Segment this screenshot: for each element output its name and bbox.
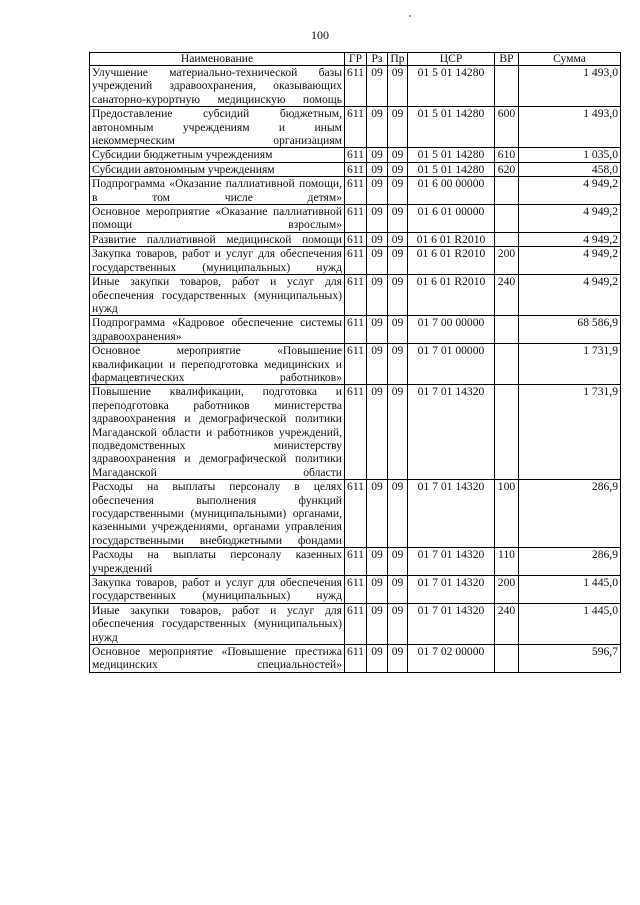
cell-csr: 01 7 01 14320 <box>408 385 495 480</box>
cell-name: Основное мероприятие «Повышение квалификации и переподготовка медицинских и фармацевтических работников» <box>90 344 345 385</box>
cell-sum: 1 445,0 <box>519 603 621 644</box>
cell-vr: 600 <box>495 107 519 148</box>
cell-pr: 09 <box>388 576 408 604</box>
cell-name: Субсидии бюджетным учреждениям <box>90 148 345 162</box>
table-header-row <box>90 53 621 66</box>
cell-rz: 09 <box>367 385 388 480</box>
cell-gr: 611 <box>345 232 367 246</box>
cell-sum: 1 731,9 <box>519 344 621 385</box>
cell-name: Закупка товаров, работ и услуг для обеспечения государственных (муниципальных) нужд <box>90 576 345 604</box>
table-row <box>90 344 621 385</box>
cell-csr: 01 7 01 14320 <box>408 603 495 644</box>
table-body <box>90 66 621 673</box>
page-number: 100 <box>311 28 329 42</box>
cell-sum: 1 731,9 <box>519 385 621 480</box>
cell-gr: 611 <box>345 603 367 644</box>
cell-name: Подпрограмма «Кадровое обеспечение системы здравоохранения» <box>90 316 345 344</box>
table-row <box>90 232 621 246</box>
cell-gr: 611 <box>345 247 367 275</box>
cell-sum: 4 949,2 <box>519 232 621 246</box>
cell-vr: 110 <box>495 548 519 576</box>
cell-csr: 01 5 01 14280 <box>408 148 495 162</box>
cell-pr: 09 <box>388 316 408 344</box>
budget-table <box>89 52 621 673</box>
cell-pr: 09 <box>388 162 408 176</box>
cell-vr: 620 <box>495 162 519 176</box>
cell-pr: 09 <box>388 480 408 548</box>
cell-name: Иные закупки товаров, работ и услуг для обеспечения государственных (муниципальных) нужд <box>90 603 345 644</box>
cell-csr: 01 7 02 00000 <box>408 645 495 673</box>
cell-csr: 01 5 01 14280 <box>408 66 495 107</box>
cell-pr: 09 <box>388 177 408 205</box>
table-row <box>90 645 621 673</box>
cell-csr: 01 7 01 14320 <box>408 480 495 548</box>
cell-name: Улучшение материально-технической базы учреждений здравоохранения, оказывающих санаторно-курортную медицинскую помощь <box>90 66 345 107</box>
cell-csr: 01 6 01 00000 <box>408 205 495 233</box>
cell-pr: 09 <box>388 385 408 480</box>
cell-vr <box>495 232 519 246</box>
cell-vr: 240 <box>495 603 519 644</box>
cell-name: Иные закупки товаров, работ и услуг для обеспечения государственных (муниципальных) нужд <box>90 275 345 316</box>
cell-csr: 01 6 00 00000 <box>408 177 495 205</box>
table-row <box>90 316 621 344</box>
cell-rz: 09 <box>367 576 388 604</box>
cell-vr <box>495 177 519 205</box>
cell-name: Предоставление субсидий бюджетным, автономным учреждениям и иным некоммерческим организациям <box>90 107 345 148</box>
cell-gr: 611 <box>345 275 367 316</box>
cell-pr: 09 <box>388 548 408 576</box>
cell-csr: 01 7 01 14320 <box>408 548 495 576</box>
cell-pr: 09 <box>388 344 408 385</box>
cell-name: Основное мероприятие «Повышение престижа медицинских специальностей» <box>90 645 345 673</box>
header-name: Наименование <box>90 53 345 66</box>
cell-pr: 09 <box>388 107 408 148</box>
cell-sum: 68 586,9 <box>519 316 621 344</box>
cell-name: Расходы на выплаты персоналу казенных учреждений <box>90 548 345 576</box>
cell-name: Расходы на выплаты персоналу в целях обеспечения выполнения функций государственными (муниципальными) органами, казенными учреждениями, органами управления государственными внебюджетными фондами <box>90 480 345 548</box>
cell-sum: 1 493,0 <box>519 107 621 148</box>
table-row <box>90 148 621 162</box>
cell-vr <box>495 66 519 107</box>
cell-csr: 01 5 01 14280 <box>408 107 495 148</box>
cell-name: Повышение квалификации, подготовка и переподготовка работников министерства здравоохранения и демографической политики Магаданской области и работников учреждений, подведомственных министерству здравоохранения и демографической политики Магаданской области <box>90 385 345 480</box>
cell-vr <box>495 316 519 344</box>
cell-rz: 09 <box>367 205 388 233</box>
cell-sum: 4 949,2 <box>519 205 621 233</box>
table-row <box>90 162 621 176</box>
cell-pr: 09 <box>388 66 408 107</box>
cell-pr: 09 <box>388 603 408 644</box>
cell-rz: 09 <box>367 480 388 548</box>
cell-csr: 01 7 00 00000 <box>408 316 495 344</box>
cell-name: Подпрограмма «Оказание паллиативной помощи, в том числе детям» <box>90 177 345 205</box>
cell-sum: 1 493,0 <box>519 66 621 107</box>
table-row <box>90 107 621 148</box>
cell-gr: 611 <box>345 205 367 233</box>
cell-rz: 09 <box>367 107 388 148</box>
cell-gr: 611 <box>345 576 367 604</box>
scan-speck <box>409 15 411 17</box>
header-pr: Пр <box>388 53 408 66</box>
table-row <box>90 576 621 604</box>
cell-gr: 611 <box>345 548 367 576</box>
cell-csr: 01 6 01 R2010 <box>408 232 495 246</box>
cell-sum: 4 949,2 <box>519 275 621 316</box>
header-rz: Рз <box>367 53 388 66</box>
cell-pr: 09 <box>388 232 408 246</box>
cell-rz: 09 <box>367 603 388 644</box>
cell-vr <box>495 344 519 385</box>
cell-gr: 611 <box>345 316 367 344</box>
table-row <box>90 275 621 316</box>
cell-gr: 611 <box>345 107 367 148</box>
cell-rz: 09 <box>367 162 388 176</box>
table-row <box>90 205 621 233</box>
cell-rz: 09 <box>367 275 388 316</box>
table-row <box>90 66 621 107</box>
header-sum: Сумма <box>519 53 621 66</box>
cell-csr: 01 6 01 R2010 <box>408 275 495 316</box>
cell-gr: 611 <box>345 177 367 205</box>
cell-pr: 09 <box>388 275 408 316</box>
cell-pr: 09 <box>388 645 408 673</box>
cell-gr: 611 <box>345 162 367 176</box>
cell-pr: 09 <box>388 247 408 275</box>
cell-rz: 09 <box>367 177 388 205</box>
cell-name: Закупка товаров, работ и услуг для обеспечения государственных (муниципальных) нужд <box>90 247 345 275</box>
cell-vr: 610 <box>495 148 519 162</box>
cell-sum: 1 445,0 <box>519 576 621 604</box>
cell-gr: 611 <box>345 480 367 548</box>
cell-rz: 09 <box>367 232 388 246</box>
cell-gr: 611 <box>345 645 367 673</box>
cell-gr: 611 <box>345 344 367 385</box>
cell-sum: 458,0 <box>519 162 621 176</box>
cell-rz: 09 <box>367 316 388 344</box>
cell-gr: 611 <box>345 385 367 480</box>
cell-gr: 611 <box>345 148 367 162</box>
cell-sum: 286,9 <box>519 548 621 576</box>
table-row <box>90 548 621 576</box>
cell-pr: 09 <box>388 148 408 162</box>
cell-vr <box>495 205 519 233</box>
header-csr: ЦСР <box>408 53 495 66</box>
cell-vr: 100 <box>495 480 519 548</box>
cell-sum: 596,7 <box>519 645 621 673</box>
cell-vr <box>495 385 519 480</box>
table-row <box>90 480 621 548</box>
table-row <box>90 247 621 275</box>
table-row <box>90 385 621 480</box>
cell-csr: 01 6 01 R2010 <box>408 247 495 275</box>
cell-rz: 09 <box>367 344 388 385</box>
cell-vr: 200 <box>495 576 519 604</box>
cell-rz: 09 <box>367 645 388 673</box>
cell-csr: 01 7 01 14320 <box>408 576 495 604</box>
cell-csr: 01 7 01 00000 <box>408 344 495 385</box>
cell-pr: 09 <box>388 205 408 233</box>
cell-rz: 09 <box>367 247 388 275</box>
table-row <box>90 177 621 205</box>
cell-rz: 09 <box>367 548 388 576</box>
cell-name: Субсидии автономным учреждениям <box>90 162 345 176</box>
cell-sum: 4 949,2 <box>519 177 621 205</box>
header-vr: ВР <box>495 53 519 66</box>
cell-gr: 611 <box>345 66 367 107</box>
cell-vr: 240 <box>495 275 519 316</box>
header-gr: ГР <box>345 53 367 66</box>
cell-vr <box>495 645 519 673</box>
table-row <box>90 603 621 644</box>
cell-name: Развитие паллиативной медицинской помощи <box>90 232 345 246</box>
cell-name: Основное мероприятие «Оказание паллиативной помощи взрослым» <box>90 205 345 233</box>
cell-sum: 4 949,2 <box>519 247 621 275</box>
cell-rz: 09 <box>367 66 388 107</box>
cell-rz: 09 <box>367 148 388 162</box>
cell-sum: 286,9 <box>519 480 621 548</box>
cell-sum: 1 035,0 <box>519 148 621 162</box>
cell-csr: 01 5 01 14280 <box>408 162 495 176</box>
cell-vr: 200 <box>495 247 519 275</box>
